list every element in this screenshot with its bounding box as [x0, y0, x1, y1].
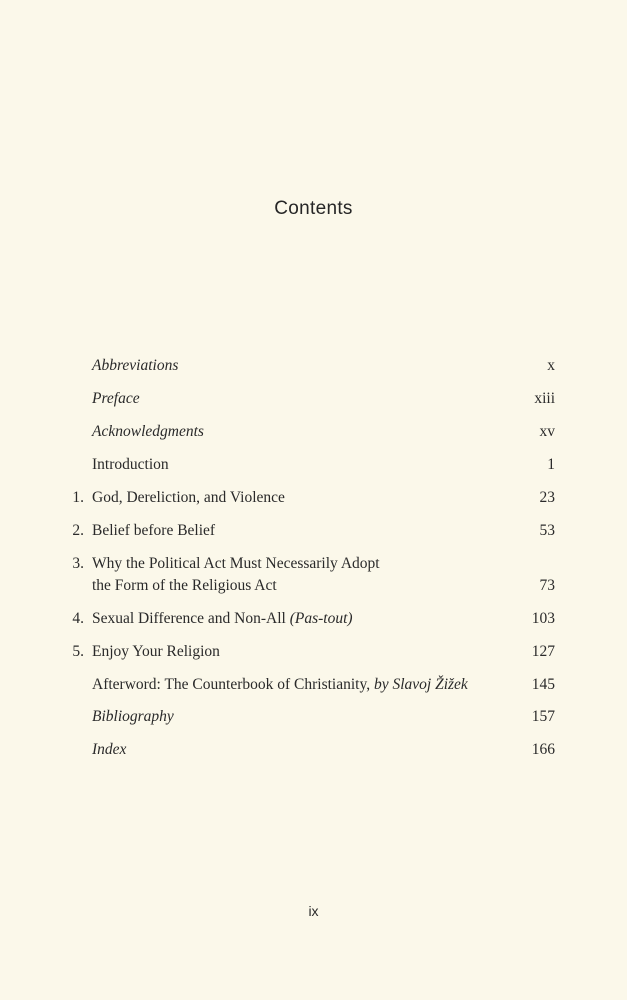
entry-page: 127 [531, 643, 555, 660]
entry-number: 1. [72, 489, 84, 506]
page-title: Contents [274, 198, 353, 219]
entry-title: Introduction [92, 456, 169, 473]
entry-title: Enjoy Your Religion [92, 643, 220, 660]
entry-page: 53 [539, 522, 555, 539]
entry-title: Preface [92, 390, 140, 407]
entry-page: 23 [539, 489, 555, 506]
entry-number: 2. [72, 522, 84, 539]
entry-title-italic: by Slavoj Žižek [373, 676, 468, 693]
entry-title [92, 610, 353, 628]
entry-title-text: Sexual Difference and Non-All [92, 610, 286, 627]
entry-number: 4. [72, 610, 84, 627]
entry-title-italic: (Pas-tout) [289, 610, 353, 627]
entry-title: Bibliography [92, 708, 174, 725]
entry-page: x [547, 357, 555, 374]
entry-title-text: Afterword: The Counterbook of Christianity, [92, 676, 371, 693]
entry-page: 1 [547, 456, 555, 473]
page-number: ix [308, 903, 319, 919]
entry-page: xiii [534, 390, 555, 407]
entry-title [92, 676, 468, 694]
entry-page: 157 [531, 708, 555, 725]
entry-number: 3. [72, 555, 84, 572]
entry-page: 166 [531, 741, 555, 758]
entry-page: 73 [539, 577, 555, 594]
entry-title-line2: the Form of the Religious Act [92, 577, 277, 594]
entry-number: 5. [72, 643, 84, 660]
entry-page: xv [539, 423, 555, 440]
entry-title: God, Dereliction, and Violence [92, 489, 285, 506]
entry-page: 103 [531, 610, 555, 627]
entry-title: Acknowledgments [92, 423, 204, 440]
entry-title: Why the Political Act Must Necessarily Adopt [92, 555, 380, 572]
entry-title: Belief before Belief [92, 522, 216, 539]
entry-title: Index [92, 741, 127, 758]
entry-title: Abbreviations [92, 357, 179, 374]
entry-page: 145 [531, 676, 555, 693]
